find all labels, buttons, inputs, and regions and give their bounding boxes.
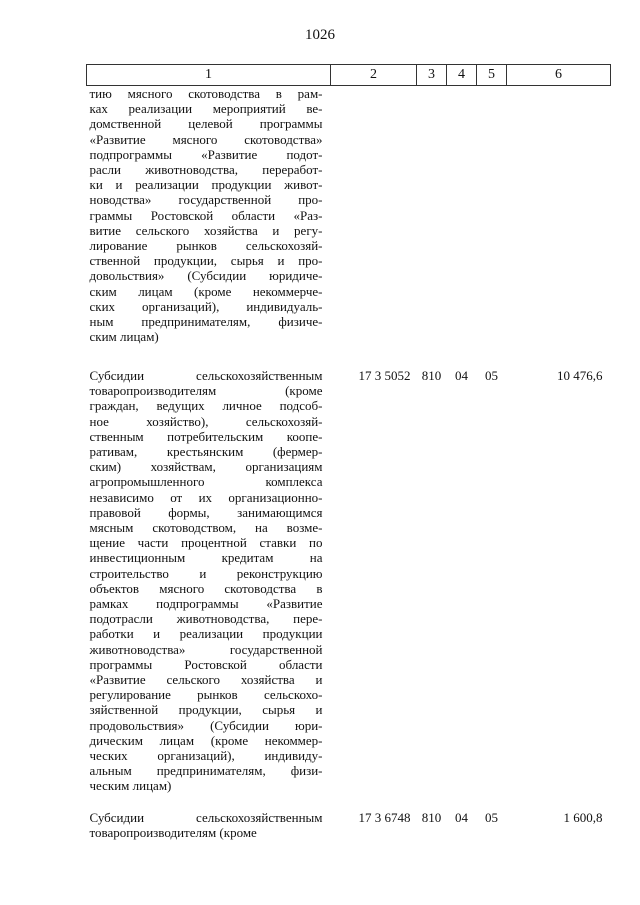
description-line: Субсидии сельскохозяйственным: [89, 810, 323, 825]
col-header-name: 1: [87, 65, 331, 86]
description-line: ческих организаций), индивиду-: [89, 748, 323, 764]
description-line: ским лицам): [89, 329, 159, 345]
description-line: подотрасли животноводства, пере-: [89, 611, 323, 627]
col-header-sum: 6: [507, 65, 611, 86]
description-line: лирование рынков сельскохозяй-: [89, 238, 323, 254]
description-line: граммы Ростовской области «Раз-: [89, 207, 323, 223]
description-line: «Развитие мясного скотоводства»: [89, 131, 323, 147]
page-number: 1026: [305, 27, 335, 43]
description-line: строительство и реконструкцию: [89, 565, 323, 581]
description-line: граждан, ведущих личное подсоб-: [89, 398, 323, 414]
description-line: рамках подпрограммы «Развитие: [89, 596, 323, 612]
description-line: ственным потребительским коопе-: [89, 428, 323, 444]
description-line: товаропроизводителям (кроме: [89, 383, 323, 399]
description-line: домственной целевой программы: [89, 116, 323, 132]
description-line: программы Ростовской области: [89, 656, 323, 672]
description-line: объектов мясного скотоводства в: [89, 580, 323, 596]
description-line: ным предпринимателям, физиче-: [89, 314, 323, 330]
expense-type-code: 810: [421, 368, 442, 383]
description-line: довольствия» (Субсидии юридиче-: [89, 268, 323, 284]
description-line: ное хозяйство), сельскохозяй-: [89, 413, 323, 429]
table-row: [87, 86, 611, 367]
description-line: зяйственной продукции, сырья и: [89, 702, 323, 718]
description-line: мясным скотоводством, на возме-: [89, 520, 323, 536]
expense-type-code: 810: [421, 810, 442, 825]
description-line: ским лицам (кроме некоммерче-: [89, 283, 323, 299]
table-row: [87, 366, 611, 808]
target-article-code: [331, 86, 417, 367]
expense-type-code: [417, 86, 447, 367]
description-line: работки и реализации продукции: [89, 626, 323, 642]
description-line: животноводства» государственной: [89, 641, 323, 657]
description-line: товаропроизводителям (кроме: [89, 825, 257, 841]
description-line: «Развитие сельского хозяйства и: [89, 672, 323, 688]
subsection-code: [477, 86, 507, 367]
description-line: тию мясного скотоводства в рам-: [89, 86, 323, 101]
col-header-vr: 3: [417, 65, 447, 86]
description-line: расли животноводства, переработ-: [89, 162, 323, 178]
header-row: [87, 65, 611, 86]
amount-value: [507, 86, 611, 367]
description-line: Субсидии сельскохозяйственным: [89, 368, 323, 383]
section-code: [447, 86, 477, 367]
description-line: новодства» государственной про-: [89, 192, 323, 208]
description-line: подпрограммы «Развитие подот-: [89, 146, 323, 162]
target-article-code: 17 3 5052: [358, 368, 411, 383]
description-line: ственной продукции, сырья и про-: [89, 253, 323, 269]
row-description: [87, 86, 331, 367]
target-article-code: 17 3 6748: [358, 810, 411, 825]
description-line: витие сельского хозяйства и регу-: [89, 222, 323, 238]
table-row: [87, 808, 611, 840]
description-line: ческим лицам): [89, 778, 172, 794]
description-line: ки и реализации продукции живот-: [89, 177, 323, 193]
description-line: продовольствия» (Субсидии юри-: [89, 717, 323, 733]
amount-value: 10 476,6: [557, 368, 603, 383]
col-header-pr: 5: [477, 65, 507, 86]
col-header-rz: 4: [447, 65, 477, 86]
description-line: агропромышленного комплекса: [89, 474, 323, 490]
description-line: регулирование рынков сельскохо-: [89, 687, 323, 703]
description-line: щение части процентной ставки по: [89, 535, 323, 551]
row-description: [87, 366, 331, 808]
section-code: 04: [455, 368, 468, 383]
description-line: правовой формы, занимающимся: [89, 504, 323, 520]
subsection-code: 05: [485, 810, 498, 825]
subsection-code: 05: [485, 368, 498, 383]
description-line: ративам, крестьянским (фермер-: [89, 444, 323, 460]
description-line: ских организаций), индивидуаль-: [89, 298, 323, 314]
budget-table: [86, 64, 611, 840]
amount-value: 1 600,8: [563, 810, 603, 825]
col-header-code: 2: [331, 65, 417, 86]
description-line: независимо от их организационно-: [89, 489, 323, 505]
description-line: альным предпринимателям, физи-: [89, 763, 323, 779]
description-line: ским) хозяйствам, организациям: [89, 459, 323, 475]
description-line: ках реализации мероприятий ве-: [89, 101, 323, 117]
description-line: инвестиционным кредитам на: [89, 550, 323, 566]
description-line: дическим лицам (кроме некоммер-: [89, 732, 323, 748]
row-description: [87, 808, 331, 840]
section-code: 04: [455, 810, 468, 825]
